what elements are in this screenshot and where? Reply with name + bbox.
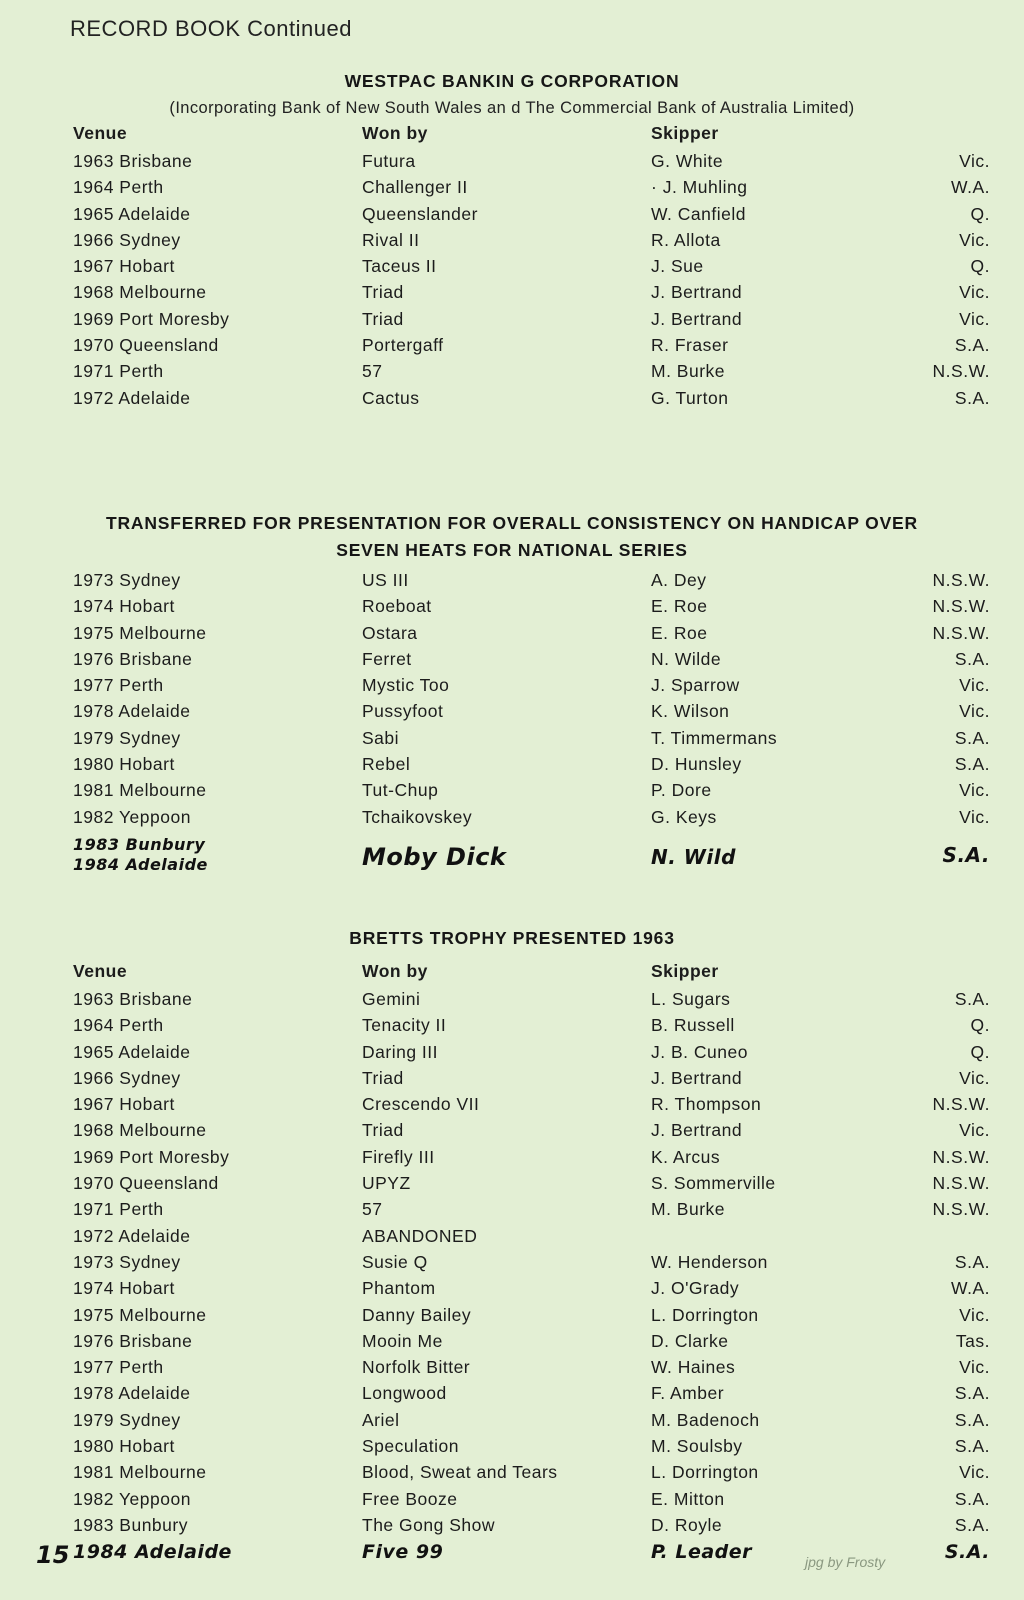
table-row bbox=[0, 1410, 1024, 1436]
table-row bbox=[0, 1226, 1024, 1252]
state-cell: N.S.W. bbox=[932, 1173, 990, 1194]
westpac-title: WESTPAC BANKIN G CORPORATION bbox=[344, 71, 680, 91]
table-row bbox=[0, 1436, 1024, 1462]
won-by-cell: Phantom bbox=[362, 1278, 436, 1299]
state-cell: Q. bbox=[970, 203, 990, 224]
won-by-cell: Gemini bbox=[362, 989, 421, 1009]
table-row bbox=[0, 989, 1024, 1015]
table-row bbox=[0, 1489, 1024, 1515]
bretts-column-headers bbox=[0, 961, 1024, 989]
state-cell: S.A. bbox=[954, 1488, 990, 1509]
westpac-column-headers bbox=[0, 123, 1024, 151]
skipper-cell: J. Bertrand bbox=[651, 1120, 743, 1141]
won-by-cell: 57 bbox=[362, 361, 383, 382]
won-by-cell: US III bbox=[362, 570, 409, 590]
table-row bbox=[0, 1515, 1024, 1541]
venue-cell: 1977 Perth bbox=[73, 675, 164, 696]
state-cell: Vic. bbox=[959, 701, 990, 722]
skipper-cell: N. Wilde bbox=[651, 648, 722, 669]
skipper-cell: F. Amber bbox=[651, 1383, 725, 1404]
venue-cell: 1971 Perth bbox=[73, 361, 164, 382]
state-cell: S.A. bbox=[954, 648, 990, 669]
skipper-cell: W. Canfield bbox=[651, 203, 746, 224]
state-cell: S.A. bbox=[944, 1541, 990, 1564]
state-cell: S.A. bbox=[954, 335, 990, 356]
state-cell: Vic. bbox=[959, 1067, 990, 1088]
table-row bbox=[0, 1120, 1024, 1146]
skipper-cell: J. Bertrand bbox=[651, 1067, 743, 1088]
state-cell: W.A. bbox=[951, 1278, 990, 1299]
skipper-cell: K. Wilson bbox=[651, 701, 730, 722]
bretts-section bbox=[0, 925, 1024, 1568]
state-cell: S.A. bbox=[954, 727, 990, 748]
state-cell: S.A. bbox=[954, 1383, 990, 1404]
table-row bbox=[0, 1252, 1024, 1278]
venue-cell: 1964 Perth bbox=[73, 177, 164, 198]
table-row bbox=[0, 256, 1024, 282]
won-by-cell: Daring III bbox=[362, 1041, 438, 1062]
won-by-cell: Crescendo VII bbox=[362, 1094, 480, 1115]
won-by-cell: The Gong Show bbox=[362, 1514, 495, 1535]
table-row bbox=[0, 388, 1024, 414]
handwritten-row bbox=[0, 833, 1024, 885]
table-row bbox=[0, 361, 1024, 387]
skipper-cell: E. Roe bbox=[651, 622, 708, 643]
skipper-cell: G. Turton bbox=[651, 387, 729, 408]
venue-cell: 1965 Adelaide bbox=[73, 1041, 191, 1062]
state-cell: Vic. bbox=[959, 229, 990, 250]
won-by-cell: Mooin Me bbox=[362, 1330, 443, 1351]
state-cell: Vic. bbox=[959, 151, 990, 171]
state-cell: Vic. bbox=[959, 282, 990, 303]
skipper-header: Skipper bbox=[651, 123, 719, 143]
venue-cell: 1963 Brisbane bbox=[73, 151, 193, 171]
handwritten-venue-line2: 1984 Adelaide bbox=[73, 854, 208, 874]
skipper-cell: E. Roe bbox=[651, 596, 708, 617]
page-header: RECORD BOOK Continued bbox=[70, 16, 352, 41]
state-cell: S.A. bbox=[954, 1436, 990, 1457]
skipper-cell: M. Burke bbox=[651, 361, 726, 382]
table-row bbox=[0, 282, 1024, 308]
venue-cell: 1979 Sydney bbox=[73, 727, 181, 748]
skipper-cell: G. White bbox=[651, 151, 724, 171]
venue-cell: 1974 Hobart bbox=[73, 1278, 175, 1299]
won-by-cell: Blood, Sweat and Tears bbox=[362, 1462, 558, 1483]
venue-cell: 1972 Adelaide bbox=[73, 387, 191, 408]
skipper-cell: J. Bertrand bbox=[651, 282, 743, 303]
table-row bbox=[0, 204, 1024, 230]
table-row bbox=[0, 807, 1024, 833]
state-cell: Q. bbox=[970, 1015, 990, 1036]
won-by-cell: Challenger II bbox=[362, 177, 468, 198]
table-row bbox=[0, 177, 1024, 203]
table-row bbox=[0, 1015, 1024, 1041]
state-cell: S.A. bbox=[954, 1409, 990, 1430]
table-row bbox=[0, 230, 1024, 256]
skipper-cell: G. Keys bbox=[651, 806, 717, 827]
skipper-cell: P. Dore bbox=[651, 780, 712, 801]
won-by-cell: Five 99 bbox=[362, 1541, 444, 1564]
table-row bbox=[0, 1199, 1024, 1225]
state-cell: Vic. bbox=[959, 1120, 990, 1141]
won-by-cell: Longwood bbox=[362, 1383, 447, 1404]
watermark: jpg by Frosty bbox=[805, 1554, 886, 1570]
venue-cell: 1971 Perth bbox=[73, 1199, 164, 1220]
venue-cell: 1968 Melbourne bbox=[73, 282, 207, 303]
won-by-cell: Queenslander bbox=[362, 203, 478, 224]
state-cell: N.S.W. bbox=[932, 1094, 990, 1115]
state-cell: Vic. bbox=[959, 806, 990, 827]
state-cell: S.A. bbox=[954, 387, 990, 408]
won-by-cell: Sabi bbox=[362, 727, 400, 748]
skipper-cell: D. Clarke bbox=[651, 1330, 729, 1351]
venue-cell: 1981 Melbourne bbox=[73, 1462, 207, 1483]
won-by-cell: Triad bbox=[362, 1067, 404, 1088]
table-row bbox=[0, 1068, 1024, 1094]
venue-cell: 1982 Yeppoon bbox=[73, 806, 191, 827]
table-row bbox=[0, 151, 1024, 177]
state-cell: Vic. bbox=[959, 675, 990, 696]
transferred-title-line2: SEVEN HEATS FOR NATIONAL SERIES bbox=[336, 540, 688, 560]
skipper-cell: S. Sommerville bbox=[651, 1173, 776, 1194]
state-cell: Vic. bbox=[959, 1304, 990, 1325]
table-row bbox=[0, 1173, 1024, 1199]
state-cell: Q. bbox=[970, 256, 990, 277]
table-row bbox=[0, 623, 1024, 649]
table-row bbox=[0, 1042, 1024, 1068]
table-row bbox=[0, 1305, 1024, 1331]
won-by-cell: Tchaikovskey bbox=[362, 806, 473, 827]
venue-cell: 1969 Port Moresby bbox=[73, 1146, 230, 1167]
table-row bbox=[0, 335, 1024, 361]
transferred-rows bbox=[0, 570, 1024, 833]
won-by-cell: Portergaff bbox=[362, 335, 444, 356]
won-by-cell: Ostara bbox=[362, 622, 418, 643]
venue-cell: 1970 Queensland bbox=[73, 335, 219, 356]
venue-cell: 1980 Hobart bbox=[73, 754, 175, 775]
venue-cell: 1973 Sydney bbox=[73, 570, 181, 590]
skipper-cell: J. Sparrow bbox=[651, 675, 740, 696]
skipper-cell: R. Thompson bbox=[651, 1094, 762, 1115]
table-row bbox=[0, 570, 1024, 596]
table-row bbox=[0, 675, 1024, 701]
won-by-cell: Triad bbox=[362, 282, 404, 303]
won-by-cell: Rival II bbox=[362, 229, 420, 250]
handwritten-won-by: Moby Dick bbox=[362, 842, 507, 871]
venue-cell: 1967 Hobart bbox=[73, 1094, 175, 1115]
venue-cell: 1969 Port Moresby bbox=[73, 308, 230, 329]
state-cell: N.S.W. bbox=[932, 361, 990, 382]
skipper-cell: A. Dey bbox=[651, 570, 707, 590]
venue-header: Venue bbox=[73, 123, 128, 143]
handwritten-venue-line1: 1983 Bunbury bbox=[73, 834, 206, 854]
table-row bbox=[0, 1094, 1024, 1120]
won-by-cell: Triad bbox=[362, 308, 404, 329]
skipper-cell: · J. Muhling bbox=[651, 177, 748, 198]
table-row bbox=[0, 754, 1024, 780]
skipper-cell: D. Royle bbox=[651, 1514, 723, 1535]
skipper-cell: K. Arcus bbox=[651, 1146, 721, 1167]
won-by-cell: Speculation bbox=[362, 1436, 459, 1457]
state-cell: Vic. bbox=[959, 1462, 990, 1483]
skipper-cell: L. Dorrington bbox=[651, 1304, 759, 1325]
table-row bbox=[0, 1383, 1024, 1409]
skipper-cell: J. Bertrand bbox=[651, 308, 743, 329]
table-row bbox=[0, 649, 1024, 675]
skipper-cell: J. O'Grady bbox=[651, 1278, 740, 1299]
venue-cell: 1981 Melbourne bbox=[73, 780, 207, 801]
table-row bbox=[0, 780, 1024, 806]
venue-cell: 1967 Hobart bbox=[73, 256, 175, 277]
page-number: 15 bbox=[36, 1541, 70, 1569]
skipper-cell: W. Henderson bbox=[651, 1251, 768, 1272]
skipper-cell: M. Badenoch bbox=[651, 1409, 760, 1430]
venue-cell: 1984 Adelaide bbox=[73, 1541, 232, 1564]
won-by-cell: Pussyfoot bbox=[362, 701, 444, 722]
venue-cell: 1978 Adelaide bbox=[73, 1383, 191, 1404]
won-by-cell: Firefly III bbox=[362, 1146, 435, 1167]
westpac-subtitle: (Incorporating Bank of New South Wales an d The Commercial Bank of Australia Limited) bbox=[169, 99, 855, 117]
won-by-cell: Susie Q bbox=[362, 1251, 428, 1272]
handwritten-state: S.A. bbox=[942, 842, 990, 867]
venue-cell: 1976 Brisbane bbox=[73, 648, 193, 669]
skipper-cell: B. Russell bbox=[651, 1015, 735, 1036]
won-by-cell: Tenacity II bbox=[362, 1015, 447, 1036]
venue-cell: 1982 Yeppoon bbox=[73, 1488, 191, 1509]
skipper-cell: R. Fraser bbox=[651, 335, 729, 356]
table-row bbox=[0, 309, 1024, 335]
venue-cell: 1968 Melbourne bbox=[73, 1120, 207, 1141]
venue-cell: 1980 Hobart bbox=[73, 1436, 175, 1457]
state-cell: N.S.W. bbox=[932, 622, 990, 643]
state-cell: N.S.W. bbox=[932, 1199, 990, 1220]
skipper-cell: P. Leader bbox=[651, 1541, 753, 1564]
won-by-cell: Taceus II bbox=[362, 256, 437, 277]
venue-cell: 1976 Brisbane bbox=[73, 1330, 193, 1351]
transferred-title-line1: TRANSFERRED FOR PRESENTATION FOR OVERALL CONSISTENCY ON HANDICAP OVER bbox=[106, 513, 918, 533]
skipper-header: Skipper bbox=[651, 961, 719, 981]
won-by-cell: Free Booze bbox=[362, 1488, 458, 1509]
state-cell: Q. bbox=[970, 1041, 990, 1062]
venue-cell: 1975 Melbourne bbox=[73, 1304, 207, 1325]
table-row bbox=[0, 1462, 1024, 1488]
venue-cell: 1972 Adelaide bbox=[73, 1225, 191, 1246]
won-by-cell: UPYZ bbox=[362, 1173, 411, 1194]
venue-cell: 1966 Sydney bbox=[73, 229, 181, 250]
venue-cell: 1973 Sydney bbox=[73, 1251, 181, 1272]
bretts-title: BRETTS TROPHY PRESENTED 1963 bbox=[349, 928, 675, 948]
state-cell: S.A. bbox=[954, 1251, 990, 1272]
skipper-cell: M. Soulsby bbox=[651, 1436, 743, 1457]
won-by-cell: Tut-Chup bbox=[362, 780, 439, 801]
skipper-cell: E. Mitton bbox=[651, 1488, 725, 1509]
won-by-cell: Roeboat bbox=[362, 596, 432, 617]
skipper-cell: L. Sugars bbox=[651, 989, 731, 1009]
won-by-cell: Cactus bbox=[362, 387, 420, 408]
table-row bbox=[0, 728, 1024, 754]
skipper-cell: L. Dorrington bbox=[651, 1462, 759, 1483]
bretts-rows bbox=[0, 989, 1024, 1568]
handwritten-venue bbox=[73, 835, 208, 875]
skipper-cell: T. Timmermans bbox=[651, 727, 778, 748]
won-by-cell: Ferret bbox=[362, 648, 412, 669]
venue-cell: 1977 Perth bbox=[73, 1357, 164, 1378]
table-row bbox=[0, 1147, 1024, 1173]
won-by-cell: Rebel bbox=[362, 754, 411, 775]
handwritten-skipper: N. Wild bbox=[651, 844, 736, 869]
transferred-section bbox=[0, 510, 1024, 885]
state-cell: Vic. bbox=[959, 1357, 990, 1378]
won-by-cell: Ariel bbox=[362, 1409, 400, 1430]
venue-cell: 1975 Melbourne bbox=[73, 622, 207, 643]
venue-cell: 1983 Bunbury bbox=[73, 1514, 188, 1535]
won-by-cell: ABANDONED bbox=[362, 1225, 478, 1246]
venue-cell: 1964 Perth bbox=[73, 1015, 164, 1036]
won-by-header: Won by bbox=[362, 123, 428, 143]
skipper-cell: J. B. Cuneo bbox=[651, 1041, 748, 1062]
state-cell: N.S.W. bbox=[932, 596, 990, 617]
skipper-cell: W. Haines bbox=[651, 1357, 736, 1378]
state-cell: Vic. bbox=[959, 308, 990, 329]
table-row bbox=[0, 1278, 1024, 1304]
venue-cell: 1974 Hobart bbox=[73, 596, 175, 617]
table-row bbox=[0, 596, 1024, 622]
table-row bbox=[0, 1357, 1024, 1383]
state-cell: S.A. bbox=[954, 754, 990, 775]
won-by-header: Won by bbox=[362, 961, 428, 981]
state-cell: Vic. bbox=[959, 780, 990, 801]
state-cell: N.S.W. bbox=[932, 570, 990, 590]
won-by-cell: 57 bbox=[362, 1199, 383, 1220]
table-row bbox=[0, 1331, 1024, 1357]
state-cell: S.A. bbox=[954, 1514, 990, 1535]
venue-header: Venue bbox=[73, 961, 128, 981]
state-cell: N.S.W. bbox=[932, 1146, 990, 1167]
venue-cell: 1963 Brisbane bbox=[73, 989, 193, 1009]
venue-cell: 1978 Adelaide bbox=[73, 701, 191, 722]
skipper-cell: J. Sue bbox=[651, 256, 704, 277]
won-by-cell: Mystic Too bbox=[362, 675, 450, 696]
state-cell: W.A. bbox=[951, 177, 990, 198]
won-by-cell: Futura bbox=[362, 151, 416, 171]
westpac-rows bbox=[0, 151, 1024, 414]
venue-cell: 1979 Sydney bbox=[73, 1409, 181, 1430]
westpac-section bbox=[0, 68, 1024, 414]
venue-cell: 1966 Sydney bbox=[73, 1067, 181, 1088]
won-by-cell: Triad bbox=[362, 1120, 404, 1141]
skipper-cell: R. Allota bbox=[651, 229, 721, 250]
won-by-cell: Norfolk Bitter bbox=[362, 1357, 471, 1378]
state-cell: S.A. bbox=[954, 989, 990, 1009]
table-row bbox=[0, 701, 1024, 727]
venue-cell: 1970 Queensland bbox=[73, 1173, 219, 1194]
won-by-cell: Danny Bailey bbox=[362, 1304, 472, 1325]
venue-cell: 1965 Adelaide bbox=[73, 203, 191, 224]
state-cell: Tas. bbox=[955, 1330, 990, 1351]
skipper-cell: D. Hunsley bbox=[651, 754, 742, 775]
skipper-cell: M. Burke bbox=[651, 1199, 726, 1220]
